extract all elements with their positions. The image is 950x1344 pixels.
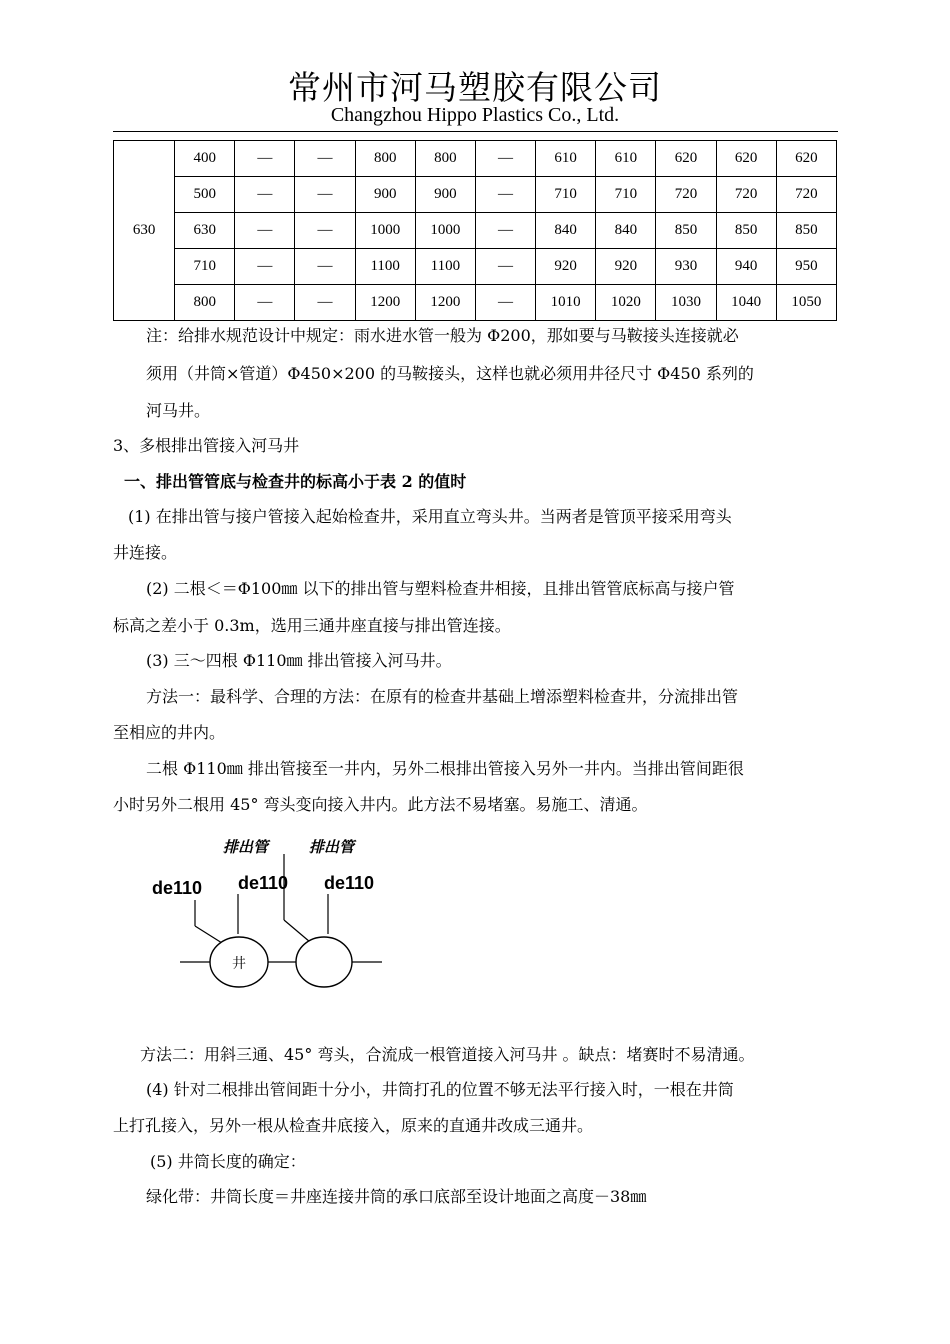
- group-cell: 630: [114, 141, 175, 321]
- inspection-well: [296, 937, 352, 987]
- table-cell: 920: [596, 249, 656, 285]
- paragraph-line: 方法二：用斜三通、45° 弯头，合流成一根管道接入河马井 。缺点：堵赛时不易清通。: [140, 1045, 755, 1064]
- pipe-label: 排出管: [309, 838, 355, 856]
- table-cell: 850: [656, 213, 716, 249]
- table-cell: 1200: [415, 285, 475, 321]
- paragraph-line: 上打孔接入，另外一根从检查井底接入，原来的直通井改成三通井。: [113, 1116, 594, 1135]
- table-row: [114, 141, 837, 177]
- table-cell: 620: [716, 141, 776, 177]
- table-cell: —: [235, 141, 295, 177]
- table-cell: 1030: [656, 285, 716, 321]
- paragraph-line: 绿化带：井筒长度＝井座连接井筒的承口底部至设计地面之高度－38㎜: [146, 1187, 647, 1206]
- table-cell: 930: [656, 249, 716, 285]
- table-cell: —: [295, 249, 355, 285]
- table-cell: —: [295, 177, 355, 213]
- table-cell: 630: [175, 213, 235, 249]
- table-cell: 1000: [415, 213, 475, 249]
- table-cell: 800: [415, 141, 475, 177]
- note-line: 注：给排水规范设计中规定：雨水进水管一般为 Φ200，那如要与马鞍接头连接就必: [146, 326, 739, 345]
- table-cell: —: [235, 285, 295, 321]
- table-cell: —: [235, 249, 295, 285]
- paragraph-line: (5) 井筒长度的确定：: [150, 1152, 306, 1171]
- paragraph-line: 二根 Φ110㎜ 排出管接至一井内，另外二根排出管接入另外一井内。当排出管间距很: [146, 759, 744, 778]
- table-cell: 1020: [596, 285, 656, 321]
- table-cell: 1200: [355, 285, 415, 321]
- section-heading: 3、多根排出管接入河马井: [113, 436, 300, 455]
- table-cell: 720: [776, 177, 836, 213]
- table-cell: 900: [355, 177, 415, 213]
- table-cell: —: [295, 213, 355, 249]
- paragraph-line: 井连接。: [113, 543, 178, 562]
- paragraph-line: (4) 针对二根排出管间距十分小，井筒打孔的位置不够无法平行接入时，一根在井筒: [146, 1080, 734, 1099]
- paragraph-line: (1) 在排出管与接户管接入起始检查井，采用直立弯头井。当两者是管顶平接采用弯头: [128, 507, 732, 526]
- table-cell: 1100: [355, 249, 415, 285]
- table-cell: —: [475, 249, 535, 285]
- note-line: 河马井。: [146, 401, 211, 420]
- table-cell: 500: [175, 177, 235, 213]
- table-cell: 400: [175, 141, 235, 177]
- header-divider: [113, 131, 838, 132]
- table-cell: 710: [175, 249, 235, 285]
- table-cell: 710: [596, 177, 656, 213]
- table-cell: 840: [536, 213, 596, 249]
- table-cell: 720: [656, 177, 716, 213]
- table-cell: 940: [716, 249, 776, 285]
- table-cell: —: [295, 285, 355, 321]
- table-cell: —: [235, 213, 295, 249]
- paragraph-line: (3) 三～四根 Φ110㎜ 排出管接入河马井。: [146, 651, 452, 670]
- table-cell: 800: [355, 141, 415, 177]
- table-row: [114, 177, 837, 213]
- table-cell: 1000: [355, 213, 415, 249]
- table-cell: —: [475, 141, 535, 177]
- diameter-label: de110: [152, 878, 203, 898]
- table-cell: 610: [536, 141, 596, 177]
- table-cell: —: [475, 213, 535, 249]
- table-row: [114, 249, 837, 285]
- subsection-heading: 一、排出管管底与检查井的标高小于表 2 的值时: [124, 472, 467, 491]
- table-cell: 900: [415, 177, 475, 213]
- table-cell: 950: [776, 249, 836, 285]
- paragraph-line: 标高之差小于 0.3m，选用三通井座直接与排出管连接。: [113, 616, 511, 635]
- table-cell: 710: [536, 177, 596, 213]
- table-cell: 1050: [776, 285, 836, 321]
- table-cell: 1010: [536, 285, 596, 321]
- table-cell: 920: [536, 249, 596, 285]
- inlet-pipe: [284, 920, 310, 942]
- table-cell: 850: [716, 213, 776, 249]
- inlet-pipe: [195, 926, 222, 943]
- table-cell: 800: [175, 285, 235, 321]
- company-name-cn: 常州市河马塑胶有限公司: [288, 68, 662, 107]
- company-name-en: Changzhou Hippo Plastics Co., Ltd.: [330, 104, 620, 126]
- pipe-label: 排出管: [223, 838, 269, 856]
- table-row: [114, 285, 837, 321]
- table-cell: 840: [596, 213, 656, 249]
- pipe-diagram: [140, 828, 400, 998]
- paragraph-line: 小时另外二根用 45° 弯头变向接入井内。此方法不易堵塞。易施工、清通。: [113, 795, 648, 814]
- diameter-label: de110: [238, 873, 289, 893]
- table-row: [114, 213, 837, 249]
- table-cell: 720: [716, 177, 776, 213]
- table-cell: —: [295, 141, 355, 177]
- diameter-label: de110: [324, 873, 375, 893]
- dimension-table: [113, 140, 837, 321]
- table-cell: 620: [656, 141, 716, 177]
- paragraph-line: 至相应的井内。: [113, 723, 226, 742]
- paragraph-line: 方法一：最科学、合理的方法：在原有的检查井基础上增添塑料检查井，分流排出管: [146, 687, 739, 706]
- table-cell: —: [475, 285, 535, 321]
- table-cell: 1100: [415, 249, 475, 285]
- table-cell: 850: [776, 213, 836, 249]
- table-cell: 620: [776, 141, 836, 177]
- table-cell: —: [235, 177, 295, 213]
- table-cell: 1040: [716, 285, 776, 321]
- well-label: 井: [232, 956, 246, 972]
- paragraph-line: (2) 二根＜＝Φ100㎜ 以下的排出管与塑料检查井相接，且排出管管底标高与接户管: [146, 579, 735, 598]
- table-cell: 610: [596, 141, 656, 177]
- table-cell: —: [475, 177, 535, 213]
- note-line: 须用（井筒×管道）Φ450×200 的马鞍接头，这样也就必须用井径尺寸 Φ450 系列的: [146, 364, 754, 383]
